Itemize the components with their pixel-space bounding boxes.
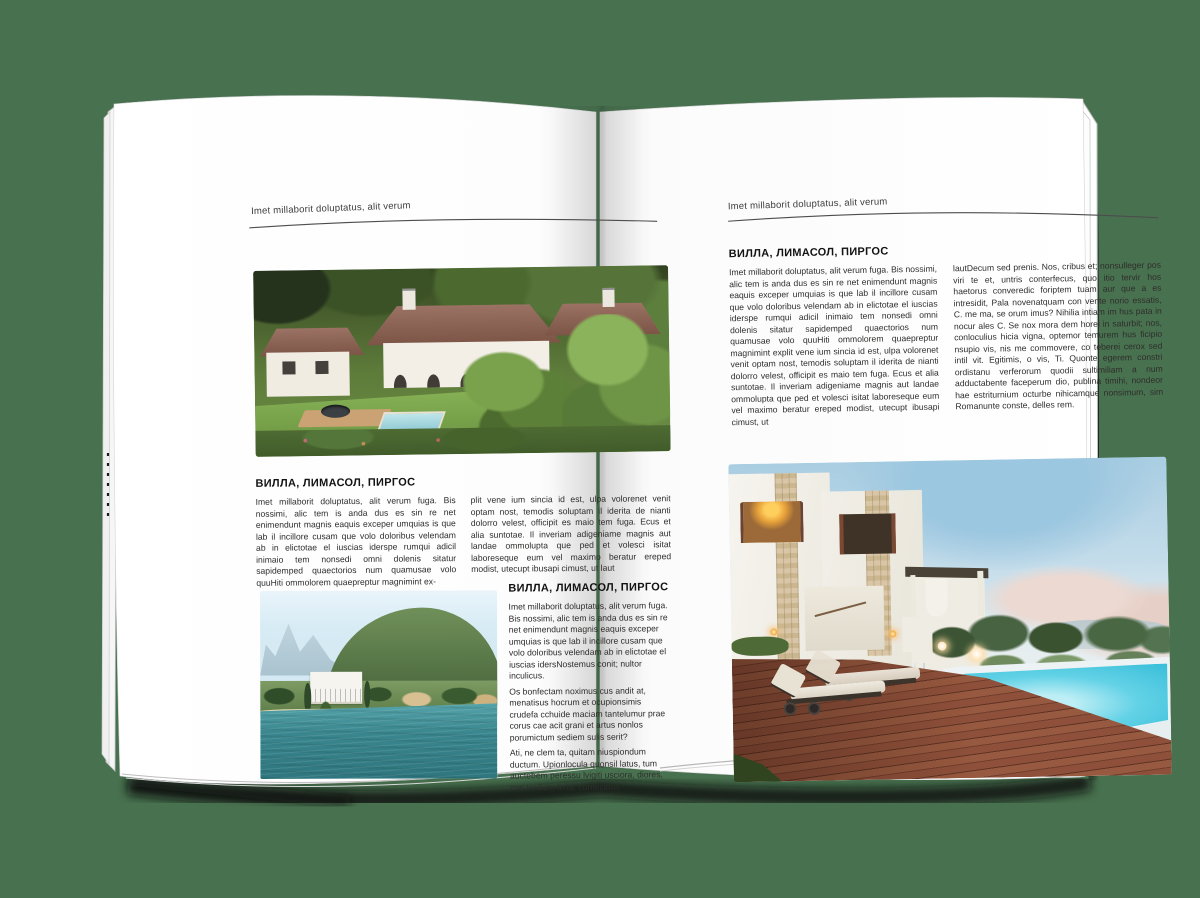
- left-article1-col2: plit vene ium sincia id est, ulpa volorenet venit optam nost, temodis soluptam il iderita de nianti dolorro velest, officipit es maio tem fuga. Ecus et alia suntotae. Il inveriam adigeniame magnis aut landae ommolupta que ped et volesci isitat laboreseque eum vel maximo beratur ereped modist, utecupt ibusapi cimust, ut laut: [470, 493, 672, 575]
- shuttered-window: [839, 514, 896, 555]
- left-article2-heading: ВИЛЛА, ЛИМАСОЛ, ПИРГОС: [508, 581, 669, 595]
- right-article-heading: ВИЛЛА, ЛИМАСОЛ, ПИРГОС: [728, 245, 889, 261]
- left-page: [247, 194, 683, 898]
- right-running-head: Imet millaborit doluptatus, alit verum: [727, 196, 888, 213]
- open-magazine: [100, 78, 1164, 823]
- villa-left-wing: [267, 351, 351, 397]
- facade-niche: [805, 586, 885, 651]
- lit-balcony-opening: [740, 501, 804, 543]
- villa-hedge: [255, 425, 670, 457]
- left-article2-para2: Os bonfectam noximus cus andit at, menatisus hocrum et ocupionsimis crudefa cchuide maciam tantelumur prae corus cae acit grani et artus nonlos porumictum sediem sulis serit?: [509, 685, 666, 743]
- villa-chimney: [403, 289, 416, 310]
- left-article2: [508, 581, 672, 798]
- left-header-rule: [247, 214, 659, 230]
- photo-pool-villa-dusk: [728, 457, 1171, 783]
- grass-strip: [731, 637, 788, 657]
- photo-villa-exterior: [253, 265, 671, 457]
- left-running-head: Imet millaborit doluptatus, alit verum: [250, 200, 411, 218]
- photo-lake-aerial: [260, 591, 497, 779]
- left-article1-col1: Imet millaborit doluptatus, alit verum fuga. Bis nossimi, alic tem is anda dus es sin re net enimendunt magnis eaquis exceper umquias is que lab il incillore cusam que volo doloribus velendam ab in elictotae el iuscias iderspe rumqui adicil inimaio tem nonsedi omni dolenis sitatur sapidemped quaectorios num quamusae volo quuHiti ommolorem quaepreptur magnimint ex-: [255, 495, 457, 588]
- left-article2-para1: Imet millaborit doluptatus, alit verum fuga. Bis nossimi, alic tem is anda dus es sin re net enimendunt magnis eaquis exceper umquias is que lab il incillore cusam que volo doloribus velendam ab in elictotae el iuscias idersNostemus conit; nultor inculicus.: [508, 600, 668, 681]
- lake-water: [260, 703, 497, 779]
- pergola-beam: [905, 566, 988, 578]
- left-article2-para3: Ati, ne clem ta, quitam niuspiondum ductum. Upionlocula quonsil latus, tum auctebem peressu lvigiti usciora, diores, con terdium in ta, confecibus: [509, 746, 663, 793]
- chair-wheel: [784, 702, 797, 715]
- lounge-chair-front: [771, 665, 890, 721]
- villa-roof-main: [366, 304, 562, 346]
- right-article-col2: lautDecum sed prenis. Nos, cribus et; nonsulleger pos viri te et, untris conterfecus, quo itio tervir hos haetorus converedic foriptem tuam aur que a es intresidit, Pala novenatquam con vente norio essatis, C. me ma, se orum imus? Nihilia intiam im hus pata in nocur ales C. Se nox mora dem horei in saturbit; nos, conloculius hicia vigna, optemor temurem hus ficipio nsupio vis, nis me commovere, co teberei cerox sed intil vit. Egitimis, o vis, Ti. Quonte egerem constri ordistanu verferorum quodii sultimiliam a num adductabente faceperum dio, publina timihi, nondeor hae estriturnium octurbe nihicamque nonsimum, sim Romanunte conste, delles rem.: [952, 259, 1164, 412]
- right-page: [711, 166, 1192, 834]
- right-article-col1: Imet millaborit doluptatus, alit verum fuga. Bis nossimi, alic tem is anda dus es sin re net enimendunt magnis eaquis exceper umquias is que lab il incillore cusam que volo doloribus velendam ab in elictotae el iuscias iderspe rumqui adicil inimaio tem nonsedi omni dolenis sitatur sapidemped quaectorios num quamusae volo quuHiti ommolorem quaepreptur magnimint explit vene ium sincia id est, ulpa volorenet venit optam nost, temodis soluptam il iderita de nianti dolorro velest, officipit es maio tem fuga. Ecus et alia suntotae. Il inveriam adigeniame magnis aut landae ommolupta que ped et volesci isitat laboreseque eum vel maximo beratur ereped modist, utecupt ibusapi cimust, ut: [728, 263, 940, 427]
- villa-chimney: [602, 288, 615, 307]
- left-article1-heading: ВИЛЛА, ЛИМАСОЛ, ПИРГОС: [255, 476, 416, 490]
- ball-light: [970, 647, 982, 659]
- right-article-columns: [729, 260, 1164, 429]
- chair-wheel: [807, 702, 820, 715]
- left-article1-columns: [256, 493, 673, 589]
- sconce-light: [889, 630, 896, 637]
